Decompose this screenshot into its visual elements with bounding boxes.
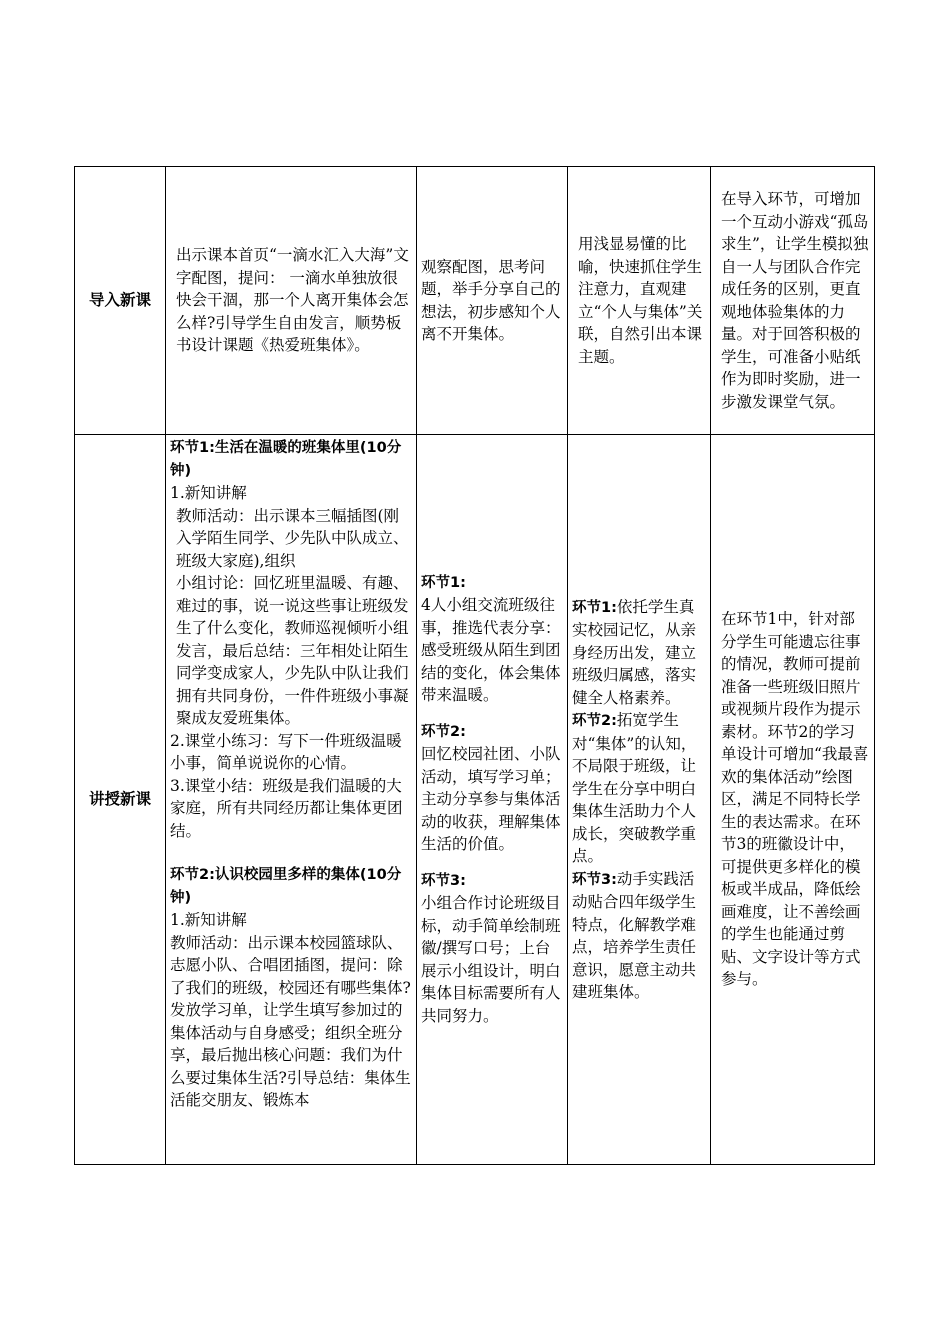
intent-step2-text: 拓宽学生对“集体”的认知，不局限于班级，让学生在分享中明白集体生活助力个人成长，突破教学重点。 [572,711,697,865]
intent-step3-title: 环节3: [572,871,617,888]
stage-label: 讲授新课 [88,790,151,809]
stage-label: 导入新课 [88,291,151,310]
intent-step2 [572,709,706,868]
intent-step1-text: 依托学生真实校园记忆，从亲身经历出发，建立班级归属感，落实健全人格素养。 [572,597,697,707]
student-activity-new-lesson [417,435,568,1165]
section1-point4: 2.课堂小练习：写下一件班级温暖小事，简单说说你的心情。 [170,731,402,772]
teacher-activity-new-lesson [166,435,417,1165]
intent-step1-title: 环节1: [572,599,617,616]
row-new-lesson [75,435,875,1165]
spacer [421,707,563,721]
section2-point1: 1.新知讲解 [170,911,247,929]
section1-point1: 1.新知讲解 [170,484,247,502]
section1-point2: 教师活动：出示课本三幅插图(刚入学陌生同学、少先队中队成立、班级大家庭),组织 [176,506,409,570]
student-text: 观察配图，思考问题，举手分享自己的想法，初步感知个人离不开集体。 [421,257,561,343]
spacer [421,856,563,870]
section1-point5: 3.课堂小结：班级是我们温暖的大家庭，所有共同经历都让集体更团结。 [170,776,403,840]
student-step3-text: 小组合作讨论班级目标，动手简单绘制班徽/撰写口号；上台展示小组设计，明白集体目标需要所有人共同努力。 [421,894,561,1025]
intent-step2-title: 环节2: [572,713,617,729]
section2-title: 环节2:认识校园里多样的集体(10分钟) [170,867,402,906]
teacher-activity-intro [166,167,417,435]
spacer [170,842,412,864]
stage-cell-intro [75,167,166,435]
student-step2-text: 回忆校园社团、小队活动，填写学习单；主动分享参与集体活动的收获，理解集体生活的价值。 [421,745,561,854]
intent-step1 [572,596,706,710]
row-intro [75,167,875,435]
intent-step3 [572,868,706,1004]
design-intent-intro [568,167,711,435]
student-step1-title: 环节1: [421,574,466,591]
section2-point2: 教师活动：出示课本校园篮球队、志愿小队、合唱团插图，提问：除了我们的班级，校园还有哪些集体?发放学习单，让学生填写参加过的集体活动与自身感受；组织全班分享，最后抛出核心问题：我们为什么要过集体生活?引导总结：集体生活能交朋友、锻炼本 [170,933,411,1109]
student-step3-title: 环节3: [421,872,466,889]
teacher-text: 出示课本首页“一滴水汇入大海”文字配图，提问： 一滴水单独放很快会干涸，那一个人离开集体会怎么样?引导学生自由发言，顺势板书设计课题《热爱班集体》。 [176,246,409,355]
student-activity-intro [417,167,568,435]
intent-text: 用浅显易懂的比喻，快速抓住学生注意力，直观建立“个人与集体”关联，自然引出本课主题。 [578,235,703,366]
student-step2-title: 环节2: [421,723,466,740]
lesson-plan-table [74,166,875,1165]
stage-cell-new-lesson [75,435,166,1165]
intent-step3-text: 动手实践活动贴合四年级学生特点，化解教学难点，培养学生责任意识，愿意主动共建班集体。 [572,869,697,1001]
design-intent-new-lesson [568,435,711,1165]
note-intro [711,167,875,435]
section1-point3: 小组讨论：回忆班里温暖、有趣、难过的事，说一说这些事让班级发生了什么变化，教师巡视倾听小组发言，最后总结：三年相处让陌生同学变成家人，少先队中队让我们拥有共同身份，一件件班级小事凝聚成友爱班集体。 [176,574,409,727]
student-step1-text: 4人小组交流班级往事，推选代表分享：感受班级从陌生到团结的变化，体会集体带来温暖。 [421,596,561,705]
note-text: 在环节1中，针对部分学生可能遗忘往事的情况，教师可提前准备一些班级旧照片或视频片段作为提示素材。环节2的学习单设计可增加“我最喜欢的集体活动”绘图区，满足不同特长学生的表达需求。在环节3的班徽设计中，可提供更多样化的模板或半成品，降低绘画难度，让不善绘画的学生也能通过剪贴、文字设计等方式参与。 [721,610,869,989]
section1-title: 环节1:生活在温暖的班集体里(10分钟) [170,440,402,479]
note-text: 在导入环节，可增加一个互动小游戏“孤岛求生”，让学生模拟独自一人与团队合作完成任务的区别，更直观地体验集体的力量。对于回答积极的学生，可准备小贴纸作为即时奖励，进一步激发课堂气氛。 [721,190,869,411]
note-new-lesson [711,435,875,1165]
